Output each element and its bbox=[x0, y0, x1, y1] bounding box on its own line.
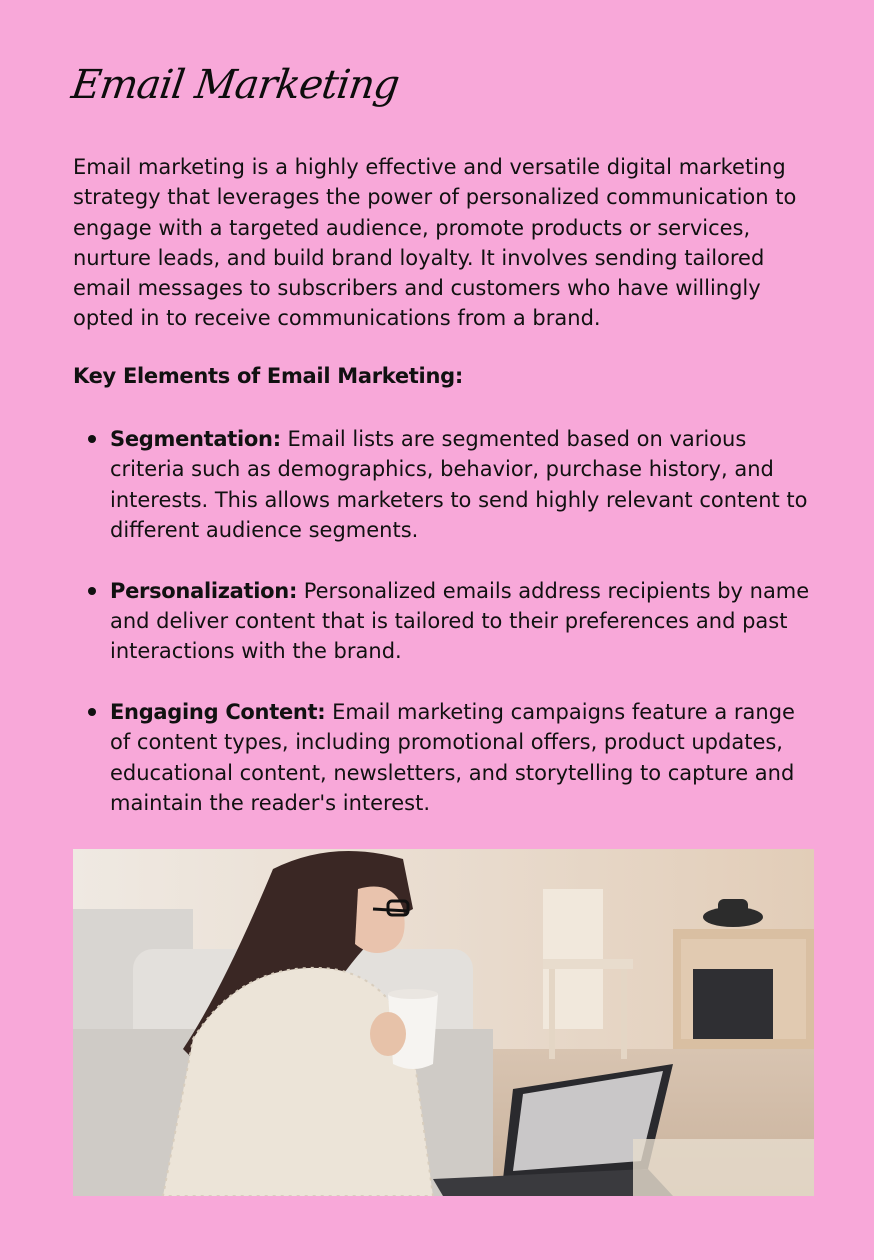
list-item-text: Email lists are segmented based on various criteria such as demographics, behavior, purchase history, and interests. This allows marketers to send highly relevant content to different audience segments. bbox=[110, 427, 808, 542]
list-item-term: Personalization: bbox=[110, 578, 298, 603]
list-item-term: Segmentation: bbox=[110, 427, 281, 451]
list-item-text: Email marketing campaigns feature a range of content types, including promotional offers, product updates, educational content, newsletters, and storytelling to capture and maintain the reader's interest. bbox=[110, 700, 795, 815]
list-item-engaging-content bbox=[73, 697, 821, 818]
key-elements-list bbox=[73, 424, 821, 849]
list-item-text: Personalized emails address recipients by name and deliver content that is tailored to their preferences and past interactions with the brand. bbox=[110, 578, 810, 664]
list-item-term: Engaging Content: bbox=[110, 700, 326, 725]
intro-paragraph: Email marketing is a highly effective and versatile digital marketing strategy that leverages the power of personalized communication to engage with a targeted audience, promote products or services, nurture leads, and build brand loyalty. It involves sending tailored email messages to subscribers and customers who have willingly opted in to receive communications from a brand. bbox=[73, 155, 797, 331]
bullet-icon bbox=[88, 708, 96, 716]
bullet-icon bbox=[88, 587, 96, 595]
list-item-segmentation bbox=[73, 424, 821, 545]
woman-with-laptop-photo bbox=[73, 849, 814, 1196]
bullet-icon bbox=[88, 435, 96, 443]
section-heading: Key Elements of Email Marketing: bbox=[73, 364, 463, 388]
page-title: Email Marketing bbox=[68, 62, 402, 108]
list-item-personalization bbox=[73, 576, 821, 667]
